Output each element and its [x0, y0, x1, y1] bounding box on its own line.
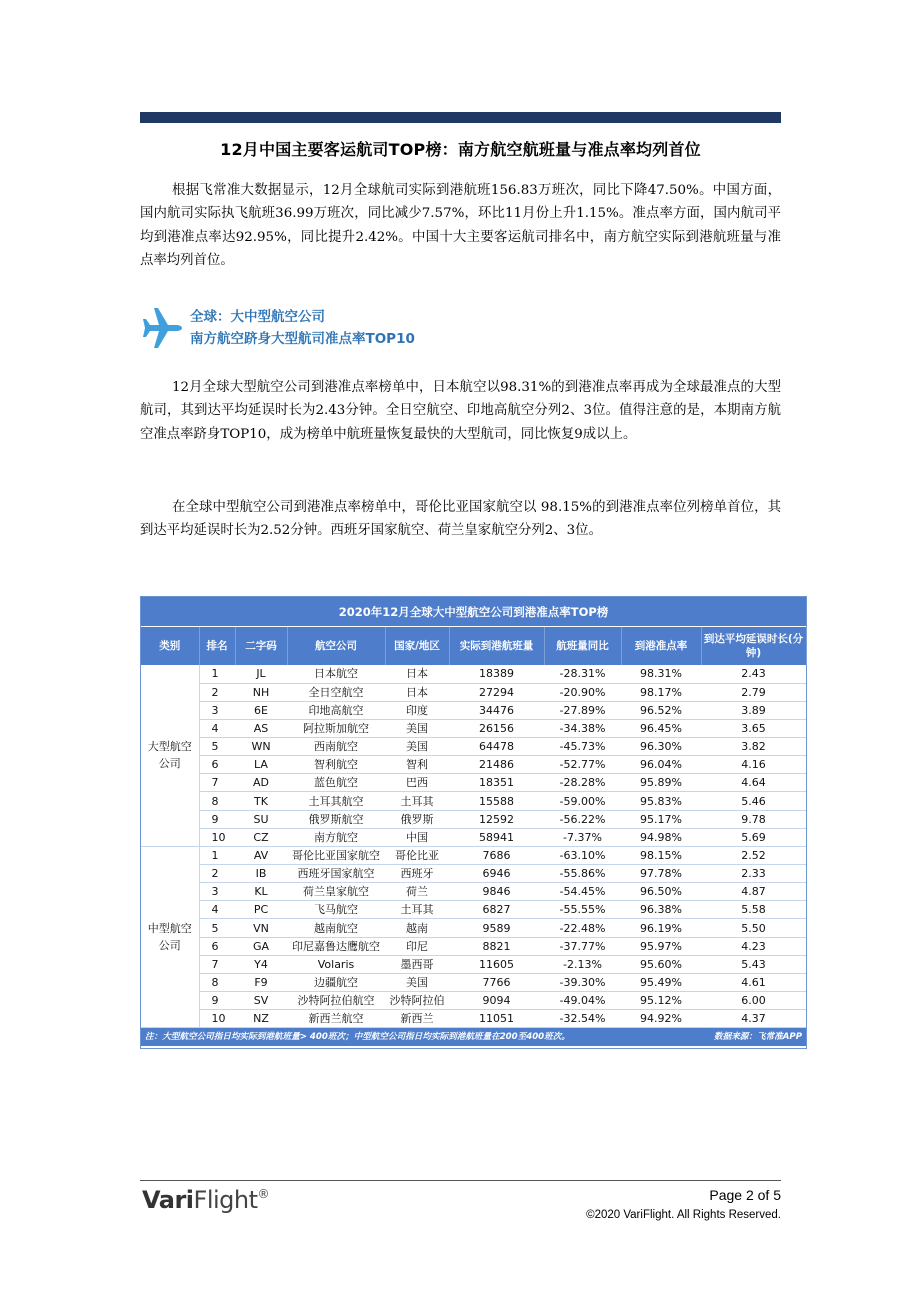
table-cell: 96.19% [621, 919, 701, 937]
table-cell: IB [235, 865, 287, 883]
table-cell: 96.30% [621, 738, 701, 756]
table-cell: 西班牙 [385, 865, 449, 883]
section-heading-line1: 全球：大中型航空公司 [190, 309, 325, 325]
table-cell: 95.12% [621, 992, 701, 1010]
table-cell: 印地高航空 [287, 701, 385, 719]
table-cell: 8821 [449, 937, 544, 955]
table-cell: -55.86% [544, 865, 621, 883]
table-cell: -20.90% [544, 683, 621, 701]
table-cell: 4 [199, 901, 235, 919]
table-cell: 阿拉斯加航空 [287, 719, 385, 737]
medium-airlines-paragraph: 在全球中型航空公司到港准点率榜单中，哥伦比亚国家航空以 98.15%的到港准点率位列榜单首位，其到达平均延误时长为2.52分钟。西班牙国家航空、荷兰皇家航空分列2、3位。 [140, 500, 781, 539]
table-cell: 9 [199, 810, 235, 828]
table-cell: 土耳其 [385, 901, 449, 919]
table-cell: AS [235, 719, 287, 737]
table-row [141, 756, 806, 774]
table-row [141, 937, 806, 955]
table-cell: 1 [199, 846, 235, 864]
category-cell: 中型航空 公司 [141, 846, 199, 1027]
table-cell: -45.73% [544, 738, 621, 756]
col-header: 航班量同比 [544, 627, 621, 665]
table-cell: 中国 [385, 828, 449, 846]
table-cell: 7 [199, 774, 235, 792]
table-cell: GA [235, 937, 287, 955]
table-cell: 6827 [449, 901, 544, 919]
large-airlines-paragraph: 12月全球大型航空公司到港准点率榜单中，日本航空以98.31%的到港准点率再成为全球最准点的大型航司，其到达平均延误时长为2.43分钟。全日空航空、印地高航空分列2、3位。值得注意的是，本期南方航空准点率跻身TOP10，成为榜单中航班量恢复最快的大型航司，同比恢复9成以上。 [140, 380, 781, 442]
table-cell: 4.64 [701, 774, 806, 792]
table-row [141, 738, 806, 756]
table-cell: -52.77% [544, 756, 621, 774]
table-cell: -32.54% [544, 1010, 621, 1028]
table-cell: 96.50% [621, 883, 701, 901]
table-cell: 印度 [385, 701, 449, 719]
table-cell: 9.78 [701, 810, 806, 828]
table-cell: 日本 [385, 665, 449, 683]
table-cell: JL [235, 665, 287, 683]
table-cell: 美国 [385, 738, 449, 756]
table-row [141, 719, 806, 737]
table-cell: 6 [199, 937, 235, 955]
table-footnote: 注：大型航空公司指日均实际到港航班量> 400班次；中型航空公司指日均实际到港航班量在200至400班次。 [145, 1032, 570, 1043]
table-cell: 蓝色航空 [287, 774, 385, 792]
table-cell: 全日空航空 [287, 683, 385, 701]
table-cell: 6 [199, 756, 235, 774]
table-cell: 3.65 [701, 719, 806, 737]
table-cell: 印尼 [385, 937, 449, 955]
table-row [141, 865, 806, 883]
table-cell: -28.28% [544, 774, 621, 792]
table-row [141, 883, 806, 901]
col-header: 航空公司 [287, 627, 385, 665]
table-cell: 哥伦比亚 [385, 846, 449, 864]
data-source: 数据来源：飞常准APP [714, 1032, 802, 1043]
table-row [141, 810, 806, 828]
table-cell: 6946 [449, 865, 544, 883]
page-title: 12月中国主要客运航司TOP榜：南方航空航班量与准点率均列首位 [220, 140, 701, 159]
table-cell: 4 [199, 719, 235, 737]
table-cell: 34476 [449, 701, 544, 719]
table-cell: SV [235, 992, 287, 1010]
table-cell: Volaris [287, 955, 385, 973]
table-cell: 98.17% [621, 683, 701, 701]
table-cell: 96.45% [621, 719, 701, 737]
table-cell: NH [235, 683, 287, 701]
table-cell: 墨西哥 [385, 955, 449, 973]
table-cell: 越南航空 [287, 919, 385, 937]
table-cell: -34.38% [544, 719, 621, 737]
table-cell: 8 [199, 792, 235, 810]
table-cell: 94.98% [621, 828, 701, 846]
table-cell: -54.45% [544, 883, 621, 901]
table-cell: 9094 [449, 992, 544, 1010]
table-cell: 1 [199, 665, 235, 683]
table-cell: NZ [235, 1010, 287, 1028]
table-cell: 5.46 [701, 792, 806, 810]
table-cell: SU [235, 810, 287, 828]
table-cell: 5.69 [701, 828, 806, 846]
table-cell: 2.33 [701, 865, 806, 883]
table-cell: 沙特阿拉伯 [385, 992, 449, 1010]
table-cell: 10 [199, 828, 235, 846]
table-cell: 58941 [449, 828, 544, 846]
table-cell: F9 [235, 973, 287, 991]
table-cell: 2.79 [701, 683, 806, 701]
table-cell: 12592 [449, 810, 544, 828]
table-cell: 26156 [449, 719, 544, 737]
table-cell: 荷兰皇家航空 [287, 883, 385, 901]
table-cell: 土耳其航空 [287, 792, 385, 810]
table-cell: 6.00 [701, 992, 806, 1010]
table-row [141, 683, 806, 701]
table-cell: -63.10% [544, 846, 621, 864]
table-cell: 土耳其 [385, 792, 449, 810]
table-cell: 日本航空 [287, 665, 385, 683]
table-row [141, 955, 806, 973]
table-cell: VN [235, 919, 287, 937]
table-cell: -59.00% [544, 792, 621, 810]
table-cell: -37.77% [544, 937, 621, 955]
table-cell: -55.55% [544, 901, 621, 919]
table-cell: 95.97% [621, 937, 701, 955]
ranking-table [140, 596, 807, 1049]
table-cell: 18351 [449, 774, 544, 792]
table-cell: 哥伦比亚国家航空 [287, 846, 385, 864]
table-cell: AV [235, 846, 287, 864]
col-header: 国家/地区 [385, 627, 449, 665]
footer-rule [140, 1180, 781, 1181]
table-cell: 西班牙国家航空 [287, 865, 385, 883]
table-cell: 美国 [385, 719, 449, 737]
table-row [141, 828, 806, 846]
table-cell: -2.13% [544, 955, 621, 973]
table-cell: 9846 [449, 883, 544, 901]
category-cell: 大型航空 公司 [141, 665, 199, 846]
airplane-icon [140, 306, 184, 350]
table-row [141, 919, 806, 937]
table-cell: 2 [199, 683, 235, 701]
table-cell: 95.49% [621, 973, 701, 991]
table-cell: 4.16 [701, 756, 806, 774]
variflight-logo: VariFlight® [142, 1186, 270, 1214]
table-cell: -7.37% [544, 828, 621, 846]
section-heading [190, 306, 415, 350]
table-cell: 美国 [385, 973, 449, 991]
table-cell: -27.89% [544, 701, 621, 719]
table-cell: 巴西 [385, 774, 449, 792]
table-cell: Y4 [235, 955, 287, 973]
table-cell: 97.78% [621, 865, 701, 883]
table-cell: 俄罗斯航空 [287, 810, 385, 828]
table-cell: 95.17% [621, 810, 701, 828]
table-cell: 95.60% [621, 955, 701, 973]
col-header: 到达平均延误时长(分钟) [701, 627, 806, 665]
table-cell: 21486 [449, 756, 544, 774]
copyright: ©2020 VariFlight. All Rights Reserved. [586, 1209, 781, 1221]
section-heading-line2: 南方航空跻身大型航司准点率TOP10 [190, 331, 415, 347]
table-cell: 9589 [449, 919, 544, 937]
table-cell: 98.15% [621, 846, 701, 864]
table-cell: 4.61 [701, 973, 806, 991]
page-number: Page 2 of 5 [709, 1187, 781, 1203]
table-cell: -22.48% [544, 919, 621, 937]
table-cell: 3.82 [701, 738, 806, 756]
table-cell: 96.52% [621, 701, 701, 719]
table-cell: 18389 [449, 665, 544, 683]
table-cell: 3.89 [701, 701, 806, 719]
table-cell: CZ [235, 828, 287, 846]
table-row [141, 774, 806, 792]
table-cell: 新西兰 [385, 1010, 449, 1028]
table-cell: 荷兰 [385, 883, 449, 901]
table-cell: 94.92% [621, 1010, 701, 1028]
col-header: 实际到港航班量 [449, 627, 544, 665]
table-cell: 4.37 [701, 1010, 806, 1028]
table-cell: 沙特阿拉伯航空 [287, 992, 385, 1010]
header-rule [140, 112, 781, 123]
table-cell: LA [235, 756, 287, 774]
col-header: 排名 [199, 627, 235, 665]
table-cell: 6E [235, 701, 287, 719]
table-cell: 南方航空 [287, 828, 385, 846]
table-title: 2020年12月全球大中型航空公司到港准点率TOP榜 [141, 597, 806, 627]
table-cell: 3 [199, 701, 235, 719]
table-cell: -39.30% [544, 973, 621, 991]
table-cell: 7 [199, 955, 235, 973]
col-header: 二字码 [235, 627, 287, 665]
table-cell: 5.43 [701, 955, 806, 973]
col-header: 类别 [141, 627, 199, 665]
table-cell: 4.87 [701, 883, 806, 901]
table-cell: 5 [199, 919, 235, 937]
table-cell: 2.52 [701, 846, 806, 864]
table-cell: AD [235, 774, 287, 792]
table-row [141, 665, 806, 683]
table-cell: TK [235, 792, 287, 810]
table-cell: -28.31% [544, 665, 621, 683]
table-cell: 印尼嘉鲁达鹰航空 [287, 937, 385, 955]
table-cell: 96.38% [621, 901, 701, 919]
table-cell: 西南航空 [287, 738, 385, 756]
intro-paragraph: 根据飞常准大数据显示，12月全球航司实际到港航班156.83万班次，同比下降47.50%。中国方面，国内航司实际执飞航班36.99万班次，同比减少7.57%，环比11月份上升1.15%。准点率方面，国内航司平均到港准点率达92.95%，同比提升2.42%。中国十大主要客运航司排名中，南方航空实际到港航班量与准点率均列首位。 [140, 183, 781, 269]
table-cell: 8 [199, 973, 235, 991]
table-cell: WN [235, 738, 287, 756]
table-cell: 5.50 [701, 919, 806, 937]
table-cell: 7766 [449, 973, 544, 991]
table-cell: 智利 [385, 756, 449, 774]
table-cell: 新西兰航空 [287, 1010, 385, 1028]
table-footnote-bar [141, 1028, 806, 1046]
table-cell: -56.22% [544, 810, 621, 828]
table-cell: 5.58 [701, 901, 806, 919]
table-cell: KL [235, 883, 287, 901]
table-row [141, 973, 806, 991]
table-cell: 11605 [449, 955, 544, 973]
table-cell: 2 [199, 865, 235, 883]
table-cell: 95.89% [621, 774, 701, 792]
table-cell: 10 [199, 1010, 235, 1028]
table-cell: 4.23 [701, 937, 806, 955]
table-row [141, 701, 806, 719]
table-cell: 95.83% [621, 792, 701, 810]
table-row [141, 846, 806, 864]
table-body [141, 665, 806, 1028]
table-cell: 飞马航空 [287, 901, 385, 919]
table-cell: 7686 [449, 846, 544, 864]
table-row [141, 992, 806, 1010]
table-row [141, 1010, 806, 1028]
table-cell: 27294 [449, 683, 544, 701]
table-cell: 越南 [385, 919, 449, 937]
table-cell: PC [235, 901, 287, 919]
table-cell: 15588 [449, 792, 544, 810]
table-cell: 96.04% [621, 756, 701, 774]
table-cell: 俄罗斯 [385, 810, 449, 828]
table-cell: 98.31% [621, 665, 701, 683]
table-cell: 智利航空 [287, 756, 385, 774]
table-cell: 9 [199, 992, 235, 1010]
table-row [141, 792, 806, 810]
table-row [141, 901, 806, 919]
col-header: 到港准点率 [621, 627, 701, 665]
table-header-row [141, 627, 806, 665]
table-cell: 边疆航空 [287, 973, 385, 991]
table-cell: 3 [199, 883, 235, 901]
table-cell: 64478 [449, 738, 544, 756]
table-cell: 11051 [449, 1010, 544, 1028]
table-cell: -49.04% [544, 992, 621, 1010]
table-cell: 5 [199, 738, 235, 756]
table-cell: 日本 [385, 683, 449, 701]
table-cell: 2.43 [701, 665, 806, 683]
